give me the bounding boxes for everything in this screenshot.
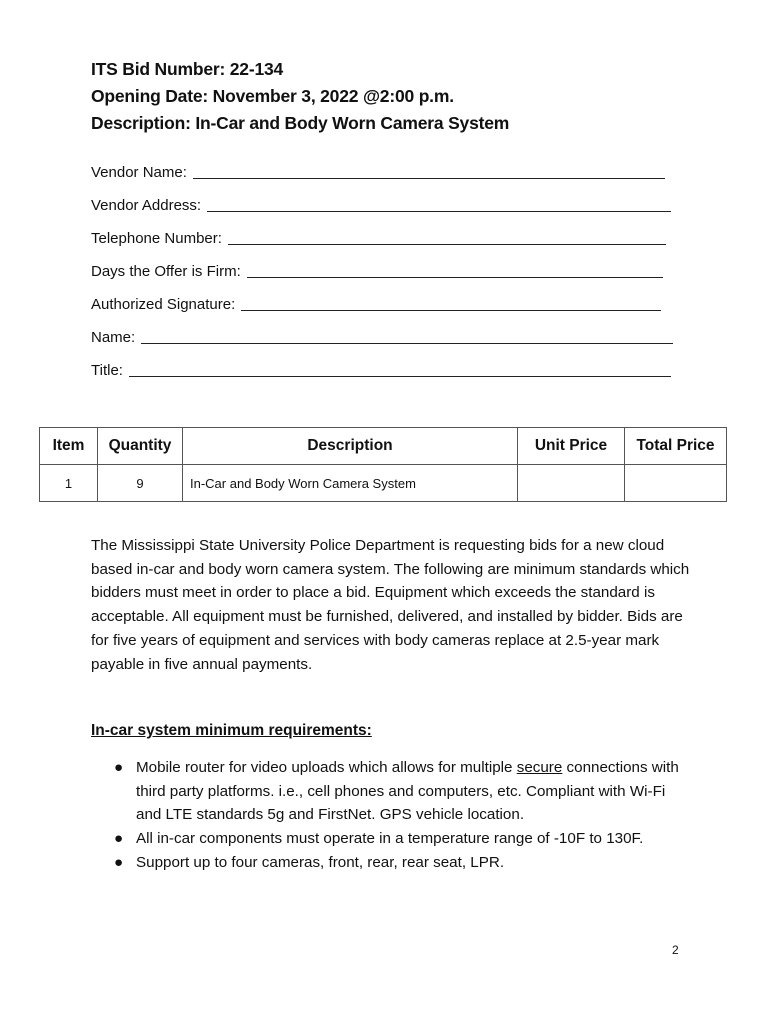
cell-unit-price[interactable] [518,465,625,502]
requirements-heading: In-car system minimum requirements: [91,722,372,739]
vendor-name-label: Vendor Name: [91,164,187,181]
intro-paragraph: The Mississippi State University Police Department is requesting bids for a new cloud based in-car and body worn camera system. The following are minimum standards which bidders must meet in order to place a bid. Equipment which exceeds the standard is acceptable. All equipment must be furnished, delivered, and installed by bidder. Bids are for five years of equipment and services with body cameras replace at 2.5-year mark payable in five annual payments. [91,537,690,673]
bullet-icon: ● [114,853,124,871]
vendor-name-line[interactable] [193,163,665,179]
cell-quantity: 9 [98,465,183,502]
title-field[interactable] [91,361,671,381]
days-firm-label: Days the Offer is Firm: [91,263,241,280]
opening-date: Opening Date: November 3, 2022 @2:00 p.m. [91,86,454,106]
bullet-icon: ● [114,759,124,776]
telephone-line[interactable] [228,229,666,245]
signature-label: Authorized Signature: [91,296,236,313]
cell-item: 1 [40,465,98,502]
header-description: Description [183,428,518,465]
requirements-list [114,756,694,875]
req-1-text-a: Mobile router for video uploads which allows for multiple [136,759,517,776]
list-item [114,827,694,851]
page-number: 2 [672,943,679,957]
telephone-field[interactable] [91,229,666,249]
req-1-text-b: connections with third party platforms. i.e., cell phones and computers, etc. Compliant with Wi-Fi and LTE standards 5g and FirstNet. GPS vehicle location. [136,759,679,824]
title-label: Title: [91,362,123,379]
header-unit-price: Unit Price [518,428,625,465]
header-total-price: Total Price [625,428,727,465]
vendor-address-label: Vendor Address: [91,197,202,214]
signature-line[interactable] [241,295,661,311]
cell-description: In-Car and Body Worn Camera System [183,465,518,502]
list-item [114,851,694,875]
req-3-text: Support up to four cameras, front, rear, rear seat, LPR. [136,853,505,871]
signature-field[interactable] [91,295,661,315]
header-quantity: Quantity [98,428,183,465]
header-item: Item [40,428,98,465]
cell-total-price[interactable] [625,465,727,502]
telephone-label: Telephone Number: [91,230,222,247]
name-label: Name: [91,329,136,346]
days-firm-line[interactable] [247,262,663,278]
bullet-icon: ● [114,830,124,848]
req-1-text-underlined: secure [516,759,563,776]
bid-number: ITS Bid Number: 22-134 [91,59,284,79]
vendor-address-line[interactable] [207,196,671,212]
table-header-row [40,428,727,465]
title-line[interactable] [129,361,671,377]
vendor-name-field[interactable] [91,163,665,183]
table-row [40,465,727,502]
req-2-text: All in-car components must operate in a temperature range of -10F to 130F. [136,830,644,848]
vendor-address-field[interactable] [91,196,671,216]
name-field[interactable] [91,328,673,348]
name-line[interactable] [141,328,673,344]
bid-table [39,427,727,502]
list-item [114,756,694,827]
days-firm-field[interactable] [91,262,663,282]
bid-description: Description: In-Car and Body Worn Camera System [91,113,510,133]
